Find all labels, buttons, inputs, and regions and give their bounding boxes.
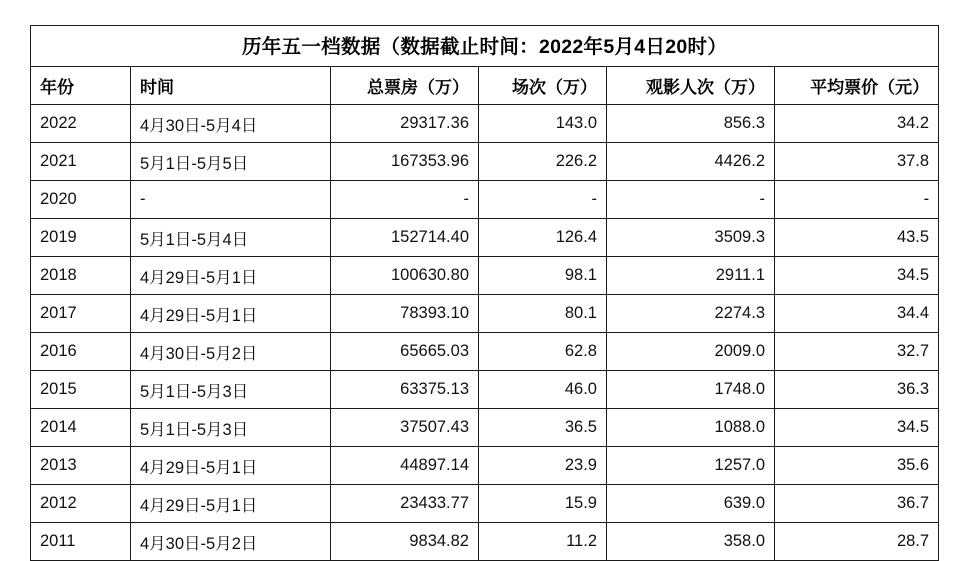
cell-price: 34.4 [775,295,939,333]
table-header-row [31,67,939,105]
cell-admis: 1748.0 [607,371,775,409]
cell-admis: - [607,181,775,219]
cell-price: - [775,181,939,219]
table-row [31,105,939,143]
cell-shows: 23.9 [479,447,607,485]
cell-shows: 11.2 [479,523,607,561]
cell-time: 4月29日-5月1日 [131,295,331,333]
cell-admis: 358.0 [607,523,775,561]
cell-gross: 152714.40 [331,219,479,257]
cell-time: 5月1日-5月3日 [131,409,331,447]
cell-price: 34.2 [775,105,939,143]
cell-gross: - [331,181,479,219]
cell-year: 2013 [31,447,131,485]
cell-gross: 37507.43 [331,409,479,447]
cell-shows: - [479,181,607,219]
cell-year: 2019 [31,219,131,257]
column-header-gross: 总票房（万） [331,67,479,105]
cell-shows: 15.9 [479,485,607,523]
cell-year: 2016 [31,333,131,371]
table-row [31,143,939,181]
cell-time: 5月1日-5月4日 [131,219,331,257]
table-row [31,523,939,561]
cell-price: 34.5 [775,257,939,295]
cell-shows: 36.5 [479,409,607,447]
cell-gross: 23433.77 [331,485,479,523]
table-row [31,371,939,409]
cell-time: 4月30日-5月4日 [131,105,331,143]
cell-time: 4月29日-5月1日 [131,485,331,523]
cell-price: 34.5 [775,409,939,447]
table-row [31,409,939,447]
table-row [31,485,939,523]
cell-price: 36.3 [775,371,939,409]
table-row [31,295,939,333]
cell-time: - [131,181,331,219]
cell-price: 32.7 [775,333,939,371]
cell-year: 2017 [31,295,131,333]
cell-time: 5月1日-5月3日 [131,371,331,409]
table-title: 历年五一档数据（数据截止时间：2022年5月4日20时） [31,26,939,67]
cell-time: 5月1日-5月5日 [131,143,331,181]
cell-shows: 98.1 [479,257,607,295]
cell-price: 36.7 [775,485,939,523]
historical-may-day-box-office-table [30,25,939,561]
cell-time: 4月29日-5月1日 [131,447,331,485]
cell-gross: 29317.36 [331,105,479,143]
cell-admis: 1088.0 [607,409,775,447]
cell-gross: 78393.10 [331,295,479,333]
table-row [31,219,939,257]
cell-time: 4月30日-5月2日 [131,523,331,561]
cell-gross: 65665.03 [331,333,479,371]
cell-year: 2018 [31,257,131,295]
cell-year: 2014 [31,409,131,447]
cell-admis: 2274.3 [607,295,775,333]
cell-admis: 1257.0 [607,447,775,485]
cell-admis: 4426.2 [607,143,775,181]
cell-time: 4月29日-5月1日 [131,257,331,295]
cell-admis: 856.3 [607,105,775,143]
cell-gross: 63375.13 [331,371,479,409]
table-row [31,181,939,219]
cell-admis: 639.0 [607,485,775,523]
cell-shows: 143.0 [479,105,607,143]
cell-gross: 100630.80 [331,257,479,295]
cell-shows: 80.1 [479,295,607,333]
cell-shows: 226.2 [479,143,607,181]
column-header-time: 时间 [131,67,331,105]
cell-price: 37.8 [775,143,939,181]
table-row [31,257,939,295]
cell-gross: 9834.82 [331,523,479,561]
cell-admis: 2009.0 [607,333,775,371]
column-header-avg-price: 平均票价（元） [775,67,939,105]
cell-gross: 44897.14 [331,447,479,485]
cell-price: 35.6 [775,447,939,485]
cell-shows: 46.0 [479,371,607,409]
column-header-admissions: 观影人次（万） [607,67,775,105]
table-row [31,447,939,485]
cell-year: 2011 [31,523,131,561]
column-header-screenings: 场次（万） [479,67,607,105]
cell-price: 43.5 [775,219,939,257]
cell-year: 2020 [31,181,131,219]
cell-shows: 126.4 [479,219,607,257]
cell-admis: 3509.3 [607,219,775,257]
cell-year: 2015 [31,371,131,409]
column-header-year: 年份 [31,67,131,105]
cell-year: 2012 [31,485,131,523]
cell-year: 2022 [31,105,131,143]
table-row [31,333,939,371]
cell-price: 28.7 [775,523,939,561]
cell-time: 4月30日-5月2日 [131,333,331,371]
cell-shows: 62.8 [479,333,607,371]
table-title-row [31,26,939,67]
cell-admis: 2911.1 [607,257,775,295]
cell-year: 2021 [31,143,131,181]
table-body [31,105,939,561]
cell-gross: 167353.96 [331,143,479,181]
